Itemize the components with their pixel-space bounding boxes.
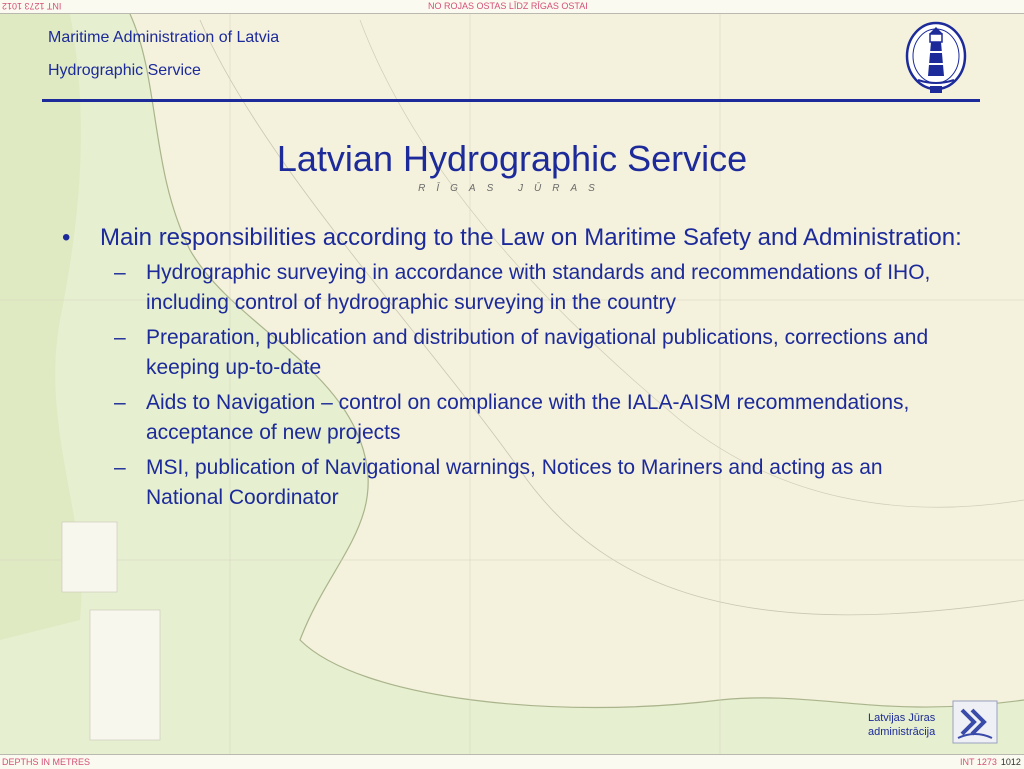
depth-unit-label: DEPTHS IN METRES: [2, 757, 91, 767]
sub-bullet-text: Aids to Navigation – control on compliance with the IALA-AISM recommendations, acceptance of new projects: [146, 391, 910, 444]
slide-content: [62, 222, 962, 518]
sub-bullet-text: Preparation, publication and distribution of navigational publications, corrections and keeping up-to-date: [146, 326, 929, 379]
dash-marker: –: [114, 391, 126, 414]
dash-marker: –: [114, 326, 126, 349]
header-divider: [42, 99, 980, 102]
maritime-administration-logo-icon: [952, 700, 998, 744]
footer-line-1: Latvijas Jūras: [868, 712, 936, 724]
organization-name: Maritime Administration of Latvia: [48, 29, 280, 46]
chart-number-bottom: [960, 757, 1021, 767]
int-chart-label: INT 1273: [960, 757, 997, 767]
dash-marker: –: [114, 456, 126, 479]
chart-title-label: NO ROJAS OSTAS LĪDZ RĪGAS OSTAI: [428, 1, 588, 11]
sub-bullet: [62, 453, 962, 513]
footer-line-2: administrācija: [868, 726, 936, 738]
footer-organization: [868, 711, 935, 739]
bullet-marker: •: [62, 224, 71, 251]
chart-sheet-number: 1012: [1000, 757, 1021, 767]
chart-number-label: INT 1273 1012: [2, 1, 62, 11]
lighthouse-emblem-icon: [904, 20, 968, 96]
chart-bottom-border: [0, 754, 1024, 769]
main-bullet-text: Main responsibilities according to the Law on Maritime Safety and Administration:: [100, 224, 962, 251]
chart-place-label: RĪGAS JŪRAS: [418, 183, 606, 194]
sub-bullet: [62, 388, 962, 448]
chart-top-border: [0, 0, 1024, 14]
sub-bullet: [62, 323, 962, 383]
main-bullet: [62, 222, 962, 254]
slide-title: Latvian Hydrographic Service: [276, 138, 748, 179]
sub-bullet: [62, 258, 962, 318]
sub-bullet-text: MSI, publication of Navigational warnings, Notices to Mariners and acting as an National Coordinator: [146, 456, 883, 509]
dash-marker: –: [114, 261, 126, 284]
department-name: Hydrographic Service: [48, 62, 201, 79]
sub-bullet-text: Hydrographic surveying in accordance with standards and recommendations of IHO, including control of hydrographic surveying in the country: [146, 261, 931, 314]
